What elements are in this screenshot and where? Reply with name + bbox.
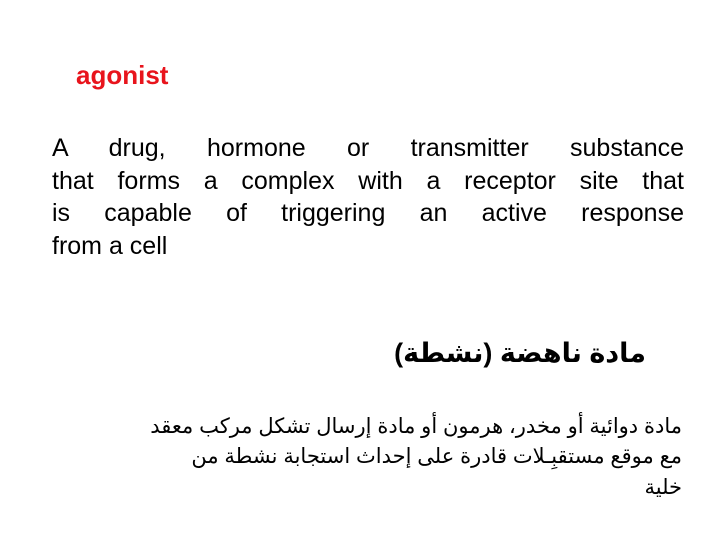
english-definition — [52, 132, 684, 262]
definition-line: is capable of triggering an active response — [52, 199, 684, 227]
slide-title: agonist — [76, 60, 169, 90]
arabic-heading: مادة ناهضة (نشطة) — [394, 338, 646, 368]
arabic-definition-line: خلية — [644, 475, 682, 499]
arabic-definition-line: مادة دوائية أو مخدر، هرمون أو مادة إرسال تشكل مركب معقد — [150, 415, 682, 438]
arabic-definition-line: مع موقع مستقبِـلات قادرة على إحداث استجابة نشطة من — [191, 445, 682, 469]
definition-line: from a cell — [52, 231, 168, 260]
definition-line: that forms a complex with a receptor site that — [52, 166, 684, 195]
definition-line: A drug, hormone or transmitter substance — [52, 134, 684, 162]
arabic-definition — [50, 412, 682, 503]
